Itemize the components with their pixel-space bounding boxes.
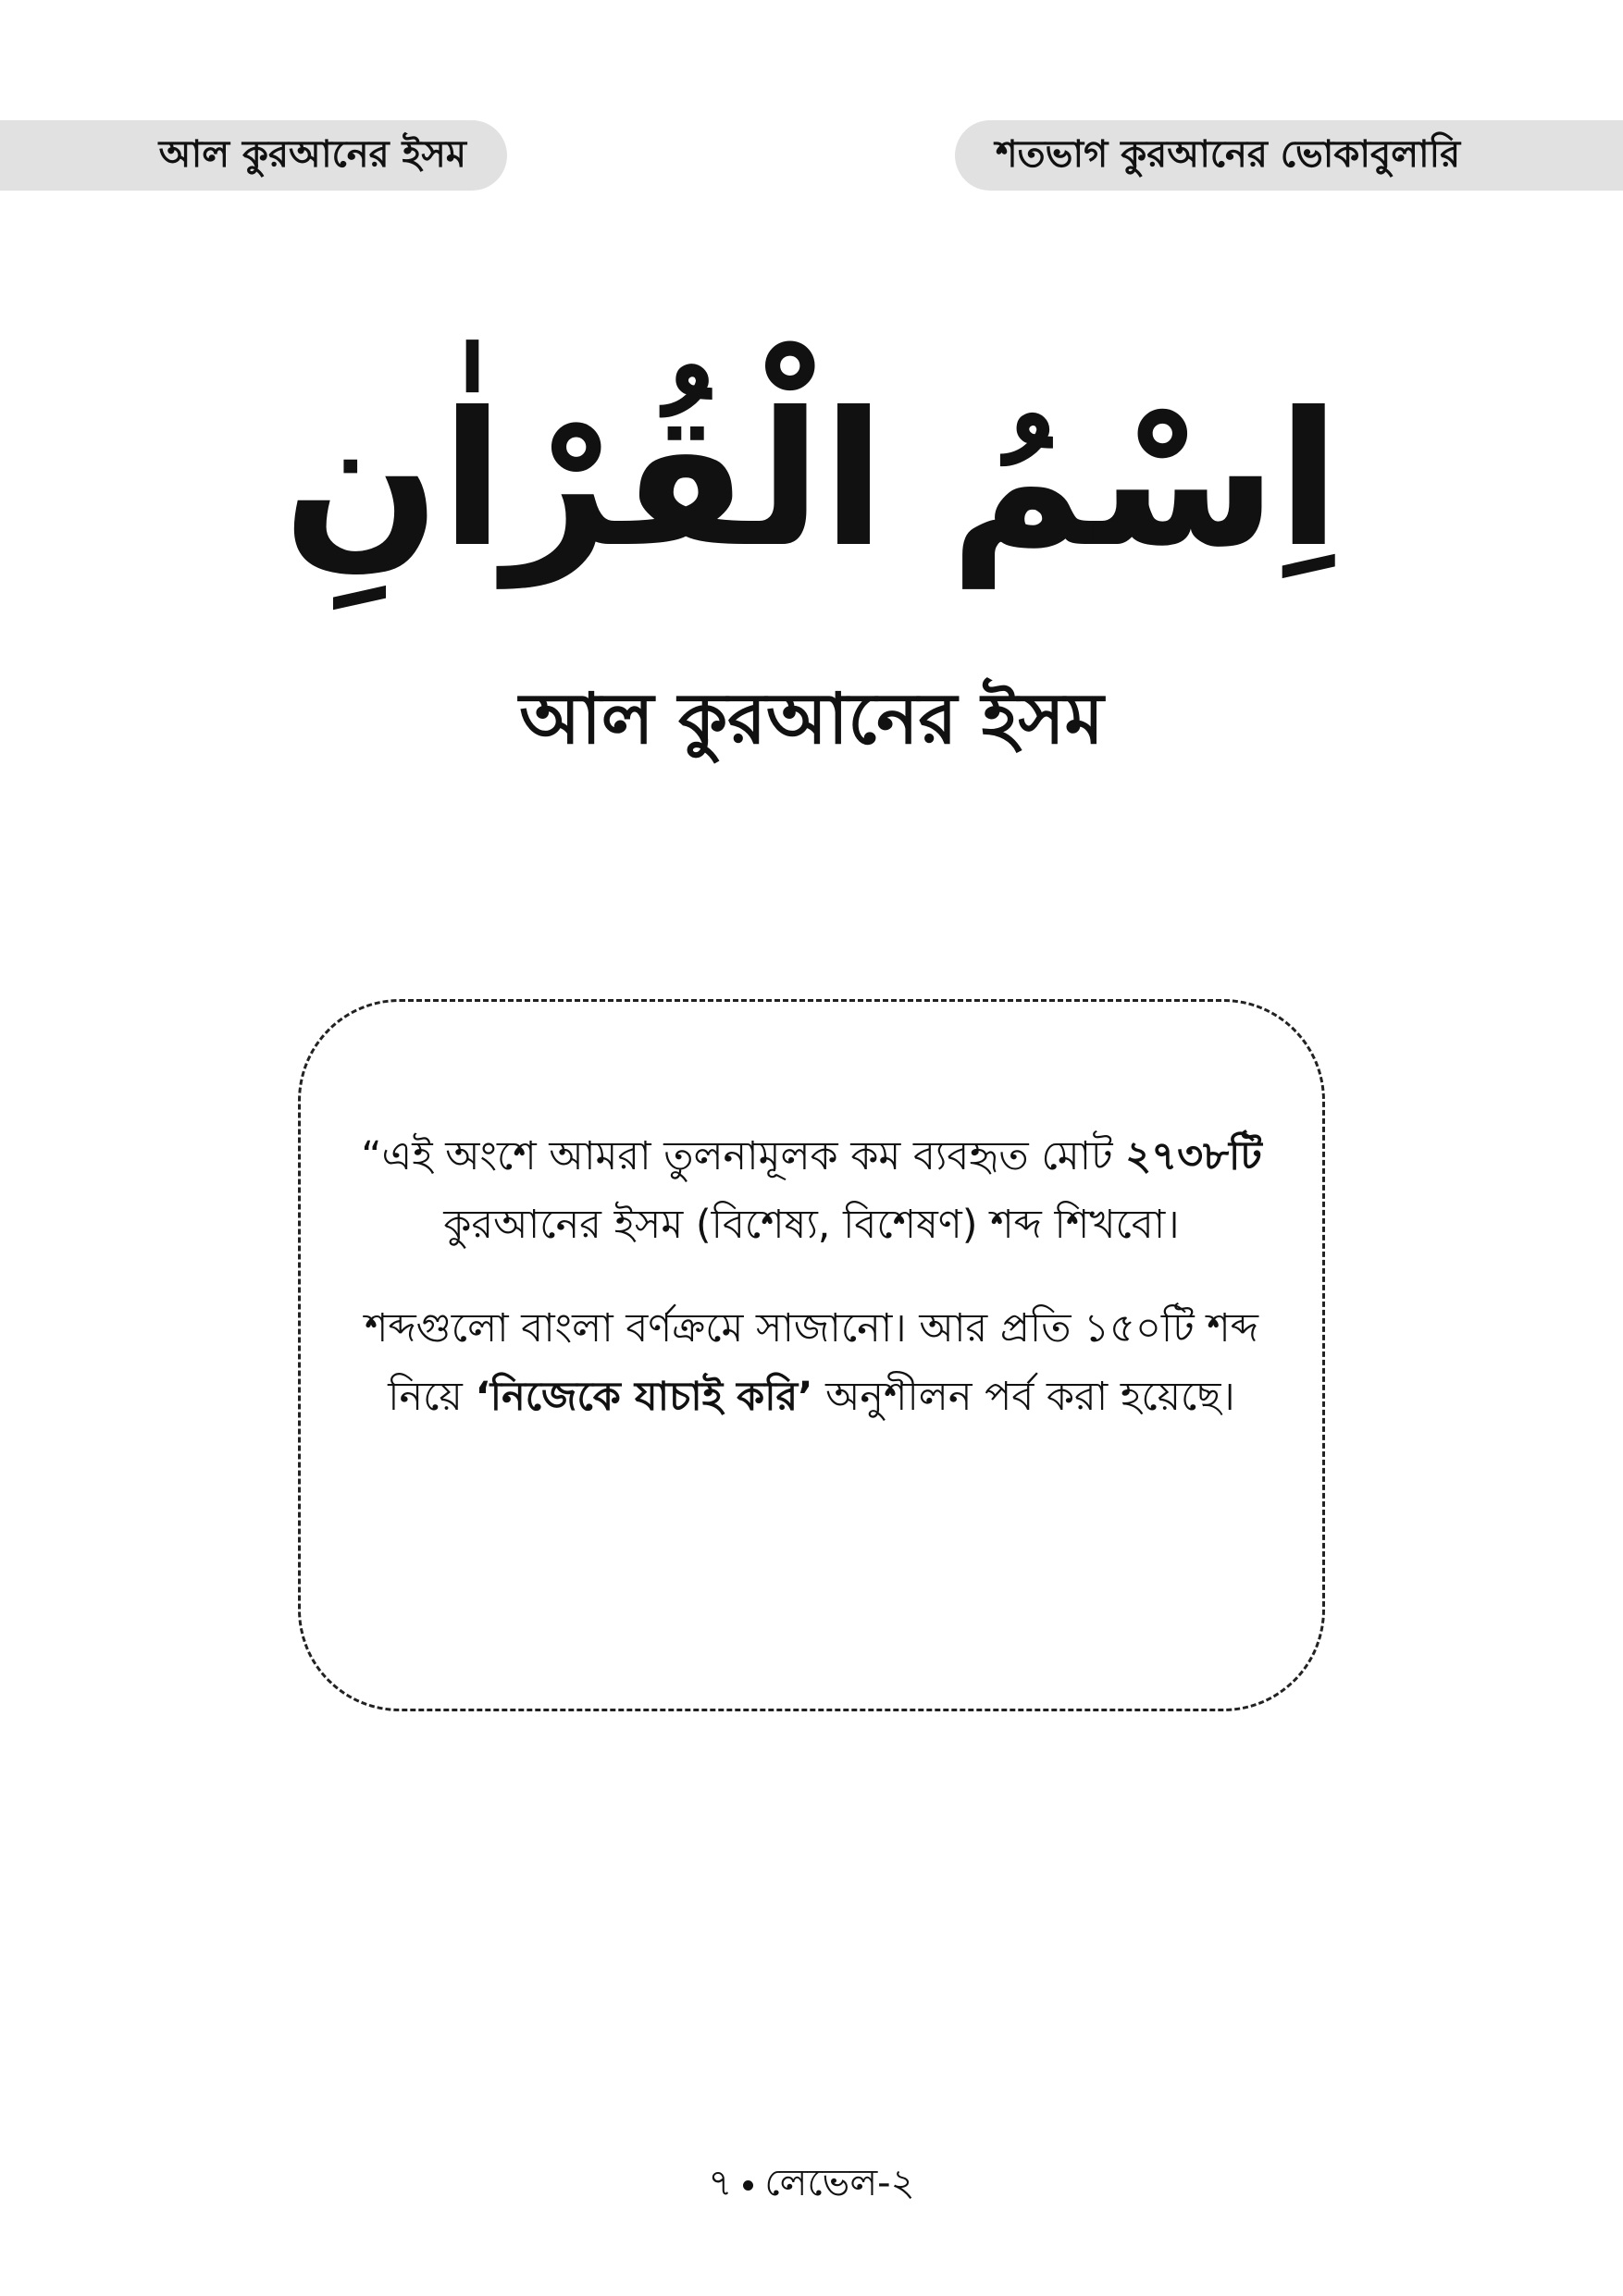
header-tab-right <box>955 120 1623 191</box>
page-number: ৭ <box>708 2162 733 2204</box>
info-paragraph-2 <box>356 1294 1267 1431</box>
header-right-text: শতভাগ কুরআনের ভোকাবুলারি <box>996 132 1461 176</box>
bullet-dot-icon <box>743 2180 753 2191</box>
info-p1-start: “এই অংশে আমরা তুলনামূলক কম ব্যবহৃত মোট <box>361 1133 1126 1179</box>
info-p2-end: অনুশীলন পর্ব করা হয়েছে। <box>812 1374 1235 1420</box>
header-left-text: আল কুরআনের ইসম <box>158 132 466 176</box>
arabic-calligraphy-title: اِسْمُ الْقُرْاٰنِ <box>282 373 1341 588</box>
info-p2-exercise: ‘নিজেকে যাচাই করি’ <box>475 1374 813 1420</box>
page-title: আল কুরআনের ইসম <box>519 677 1104 759</box>
info-paragraph-1 <box>356 1122 1267 1259</box>
info-p2-start: শব্দগুলো বাংলা বর্ণক্রমে সাজানো। আর প্রতি ১৫০টি শব্দ নিয়ে <box>365 1305 1258 1420</box>
page-footer <box>0 2155 1623 2211</box>
info-p1-end: কুরআনের ইসম (বিশেষ্য, বিশেষণ) শব্দ শিখবো। <box>443 1202 1180 1248</box>
info-p1-count: ২৭৩৮টি <box>1125 1133 1262 1179</box>
level-label: লেভেল-২ <box>764 2162 915 2204</box>
header-tab-left <box>0 120 507 191</box>
info-box <box>298 999 1325 1711</box>
